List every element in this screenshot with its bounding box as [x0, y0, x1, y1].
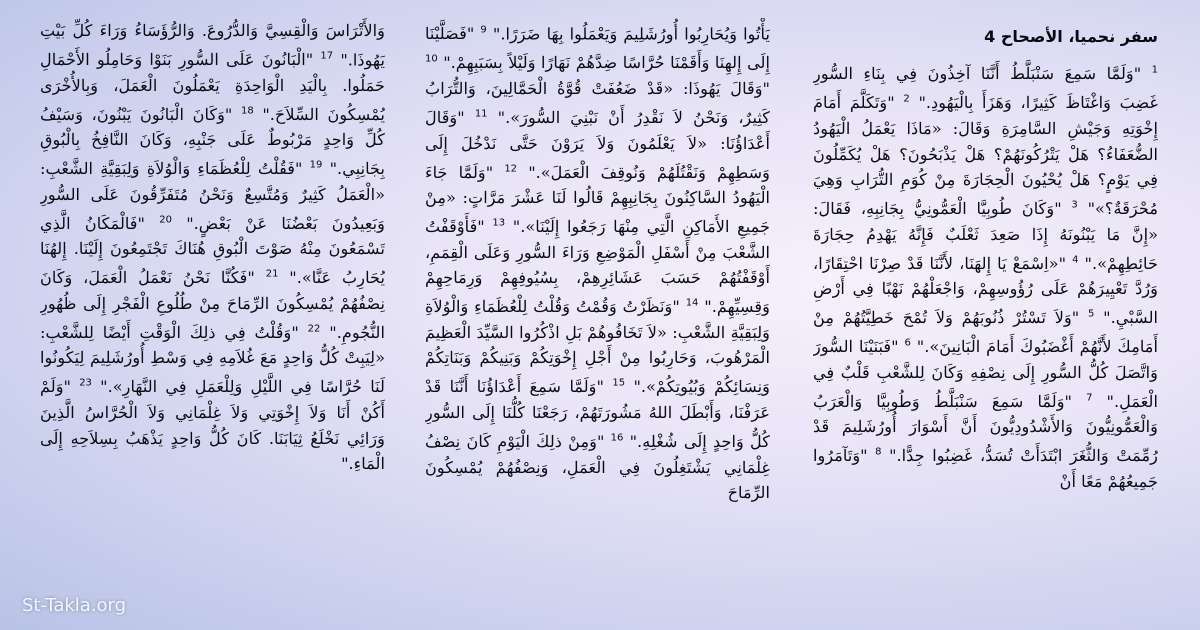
verse-number: 14 [685, 297, 699, 309]
column-body [425, 18, 770, 506]
verse-text: "وَلَمَّا جَاءَ الْيَهُودُ السَّاكِنُونَ بِجَانِبِهِمْ قَالُوا لَنَا عَشْرَ مَرَّاتٍ: «مِنْ جَمِيعِ الأَمَاكِنِ الَّتِي مِنْهَا رَجَعُوا إِلَيْنَا»." [425, 162, 770, 237]
verse-text: "وَقُلْتُ فِي ذلِكَ الْوَقْتِ أَيْضًا لِلشَّعْبِ: «لِيَبِتْ كُلُّ وَاحِدٍ مَعَ غُلاَمِهِ فِي وَسْطِ أُورُشَلِيمَ لِيَكُونُوا لَنَا حُرَّاسًا فِي اللَّيْلِ وَلِلْعَمَلِ فِي النَّهَارِ»." [40, 322, 385, 397]
verse-text: "وَكَانَ طُوبِيَّا الْعَمُّونِيُّ بِجَانِبِهِ، فَقَالَ: «إِنَّ مَا يَبْنُونَهُ إِذَا صَعِدَ ثَعْلَبٌ فَإِنَّهُ يَهْدِمُ حِجَارَةَ حَائِطِهِمْ»." [813, 199, 1158, 273]
verse-text: يَأْتُوا وَيُحَارِبُوا أُورُشَلِيمَ وَيَعْمَلُوا بِهَا ضَرَرًا." [492, 24, 770, 44]
column-body [813, 58, 1158, 495]
site-watermark: St-Takla.org [22, 595, 127, 616]
verse-number: 15 [612, 378, 626, 390]
verse-text: وَالأَتْرَاسَ وَالْقِسِيَّ وَالدُّرُوعَ. وَالرُّؤَسَاءُ وَرَاءَ كُلِّ بَيْتِ يَهُوذَا." [40, 21, 385, 69]
verse-text: "فَالْمَكَانُ الَّذِي تَسْمَعُونَ مِنْهُ صَوْتَ الْبُوقِ هُنَاكَ تَجْتَمِعُونَ إِلَيْنَا. إِلهُنَا يُحَارِبُ عَنَّا»." [40, 213, 385, 288]
verse-number: 21 [265, 268, 279, 280]
verse-number: 20 [159, 214, 172, 226]
verse-number: 3 [1071, 199, 1078, 211]
verse-number: 5 [1088, 308, 1095, 320]
verse-text: "وَمِنْ ذلِكَ الْيَوْمِ كَانَ نِصْفُ غِلْمَانِي يَشْتَغِلُونَ فِي الْعَمَلِ، وَنِصْفُهُمْ يُمْسِكُونَ الرِّمَاحَ [425, 432, 770, 503]
verse-text: "وَقَالَ أَعْدَاؤُنَا: «لاَ يَعْلَمُونَ وَلاَ يَرَوْنَ حَتَّى نَدْخُلَ إِلَى وَسَطِهِمْ وَنَقْتُلَهُمْ وَنُوقِفَ الْعَمَلَ»." [425, 107, 770, 182]
verse-number: 17 [320, 50, 334, 62]
verse-number: 7 [1086, 392, 1093, 404]
verse-number: 2 [903, 93, 910, 105]
verse-number: 13 [492, 217, 506, 229]
verse-text: "وَلَمَّا سَمِعَ سَنْبَلَّطُ أَنَّنَا آخِذُونَ فِي بِنَاءِ السُّورِ غَضِبَ وَاغْتَاظَ كَثِيرًا، وَهَزَأَ بِالْيَهُودِ." [813, 64, 1158, 113]
verse-text: "«اِسْمَعْ يَا إِلهَنَا، لأَنَّنَا قَدْ صِرْنَا احْتِقَارًا، وَرُدَّ تَعْيِيرَهُمْ عَلَى رُؤُوسِهِمْ، وَاجْعَلْهُمْ نَهْبًا فِي أَرْضِ السَّبْيِ." [813, 253, 1158, 328]
verse-text: "وَلاَ تَسْتُرْ ذُنُوبَهُمْ وَلاَ تُمْحَ خَطِيَّتُهُمْ مِنْ أَمَامِكَ لأَنَّهُمْ أَغْضَبُوكَ أَمَامَ الْبَانِينَ»." [813, 308, 1158, 357]
verse-text: "وَنَظَرْتُ وَقُمْتُ وَقُلْتُ لِلْعُظَمَاءِ وَالْوُلاَةِ وَلِبَقِيَّةِ الشَّعْبِ: «لاَ تَخَافُوهُمْ بَلِ اذْكُرُوا السَّيِّدَ الْعَظِيمَ الْمَرْهُوبَ، وَحَارِبُوا مِنْ أَجْلِ إِخْوَتِكُمْ وَبَنِيكُمْ وَبَنَاتِكُمْ وَنِسَائِكُمْ وَبُيُوتِكُمْ»." [425, 297, 770, 397]
verse-text: "فَبَنَيْنَا السُّورَ وَاتَّصَلَ كُلُّ السُّورِ إِلَى نِصْفِهِ وَكَانَ لِلشَّعْبِ قَلْبٌ فِي الْعَمَلِ." [813, 337, 1158, 411]
verse-number: 16 [610, 432, 624, 444]
verse-text: "وَلَمْ أَكُنْ أَنَا وَلاَ إِخْوَتِي وَلاَ غِلْمَانِي وَلاَ الْحُرَّاسُ الَّذِينَ وَرَائِي نَخْلَعُ ثِيَابَنَا. كَانَ كُلُّ وَاحِدٍ يَذْهَبُ بِسِلاَحِهِ إِلَى الْمَاءِ." [40, 377, 385, 474]
verse-text: "وَتَكَلَّمَ أَمَامَ إِخْوَتِهِ وَجَيْشِ السَّامِرَةِ وَقَالَ: «مَاذَا يَعْمَلُ الْيَهُودُ الضُّعَفَاءُ؟ هَلْ يَتْرُكُونَهُمْ؟ هَلْ يَذْبَحُونَ؟ هَلْ يُكَمِّلُونَ فِي يَوْمٍ؟ هَلْ يُحْيُونَ الْحِجَارَةَ مِنْ كُوَمِ التُّرَابِ وَهِيَ مُحْرَقَةٌ؟»" [813, 93, 1158, 219]
verse-number: 8 [875, 447, 882, 459]
chapter-title: سفر نحميا، الأصحاح 4 [984, 27, 1158, 46]
text-column-middle [425, 18, 770, 618]
verse-number: 4 [1072, 254, 1079, 266]
verse-number: 10 [425, 53, 438, 65]
verse-number: 22 [307, 323, 321, 335]
verse-text: "وَتَآمَرُوا جَمِيعُهُمْ مَعًا أَنْ [813, 446, 1158, 492]
verse-number: 1 [1151, 65, 1158, 76]
verse-number: 6 [904, 337, 911, 349]
verse [493, 24, 770, 43]
verse-number: 23 [79, 378, 92, 390]
verse-number: 9 [480, 25, 487, 36]
verse-text: "وَلَمَّا سَمِعَ أَعْدَاؤُنَا أَنَّنَا قَدْ عَرَفْنَا، وَأَبْطَلَ اللهُ مَشُورَتَهُمْ، رَجَعْنَا كُلُّنَا إِلَى السُّورِ كُلُّ وَاحِدٍ إِلَى شُغْلِهِ." [425, 377, 770, 452]
verse-number: 12 [504, 163, 518, 175]
verse-text: "وَكَانَ الْبَانُونَ يَبْنُونَ، وَسَيْفُ كُلِّ وَاحِدٍ مَرْبُوطٌ عَلَى جَنْبِهِ، وَكَانَ النَّافِخُ بِالْبُوقِ بِجَانِبِي." [40, 104, 385, 179]
column-body [40, 18, 385, 477]
verse-number: 19 [309, 159, 323, 171]
verse-text: "فَكُنَّا نَحْنُ نَعْمَلُ الْعَمَلَ، وَكَانَ نِصْفُهُمْ يُمْسِكُونَ الرِّمَاحَ مِنْ طُلُوعِ الْفَجْرِ إِلَى ظُهُورِ النُّجُومِ." [40, 268, 385, 342]
verse-number: 18 [240, 105, 254, 117]
text-column-left [40, 18, 385, 618]
verse-number: 11 [474, 108, 488, 120]
verse-text: "فَأَوْقَفْتُ الشَّعْبَ مِنْ أَسْفَلِ الْمَوْضِعِ وَرَاءَ السُّورِ وَعَلَى الْقِمَمِ، أَوْقَفْتُهُمْ حَسَبَ عَشَائِرِهِمْ، بِسُيُوفِهِمْ وَرِمَاحِهِمْ وَقِسِيِّهِمْ." [425, 217, 770, 317]
verse-text: "الْبَانُونَ عَلَى السُّورِ بَنَوْا وَحَامِلُو الأَحْمَالِ حَمَلُوا. بِالْيَدِ الْوَاحِدَةِ يَعْمَلُونَ الْعَمَلَ، وَبِالأُخْرَى يُمْسِكُونَ السِّلاَحَ." [40, 49, 385, 124]
verse-text: "وَلَمَّا سَمِعَ سَنْبَلَّطُ وَطُوبِيَّا وَالْعَرَبُ وَالْعَمُّونِيُّونَ وَالأَشْدُودِيُّونَ أَنَّ أَسْوَارَ أُورُشَلِيمَ قَدْ رُمِّمَتْ وَالثُّغَرَ ابْتَدَأَتْ تُسَدُّ، غَضِبُوا جِدًّا." [813, 391, 1158, 466]
verse-text: "وَقَالَ يَهُوذَا: «قَدْ ضَعُفَتْ قُوَّةُ الْحَمَّالِينَ، وَالتُّرَابُ كَثِيرٌ، وَنَحْنُ لاَ نَقْدِرُ أَنْ نَبْنِيَ السُّورَ»." [425, 78, 770, 127]
verse-text: "فَصَلَّيْنَا إِلَى إِلهِنَا وَأَقَمْنَا حُرَّاسًا ضِدَّهُمْ نَهَارًا وَلَيْلاً بِسَبَبِهِمْ." [425, 24, 770, 73]
text-column-right [813, 18, 1158, 618]
verse-text: "فَقُلْتُ لِلْعُظَمَاءِ وَالْوُلاَةِ وَلِبَقِيَّةِ الشَّعْبِ: «الْعَمَلُ كَثِيرٌ وَمُتَّسِعٌ وَنَحْنُ مُتَفَرِّقُونَ عَلَى السُّورِ وَبَعِيدُونَ بَعْضُنَا عَنْ بَعْضٍ." [40, 159, 385, 233]
